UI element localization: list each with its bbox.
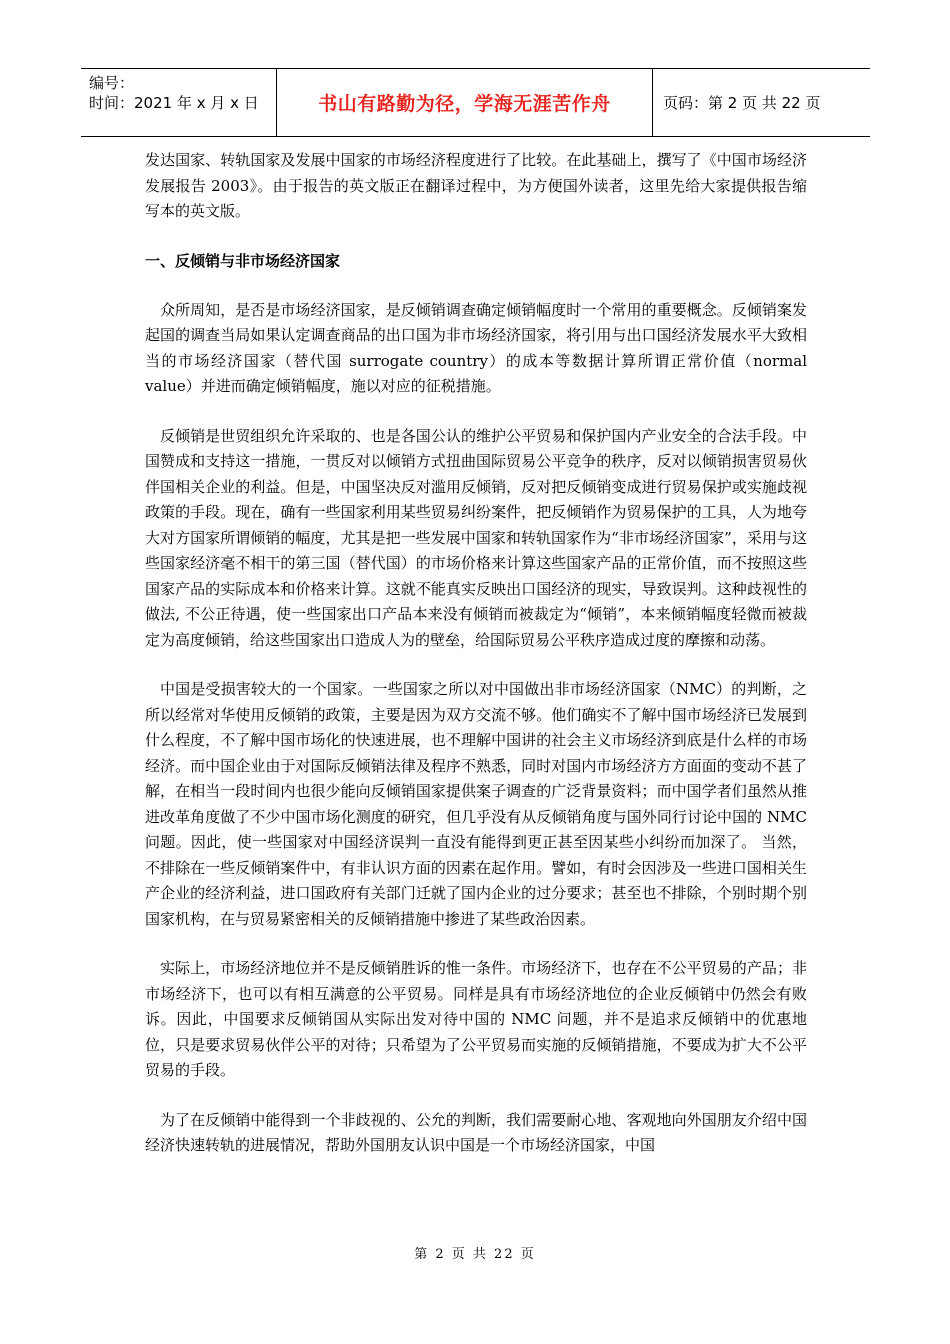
page-footer: 第 2 页 共 22 页 bbox=[414, 1247, 536, 1262]
document-body bbox=[145, 148, 807, 1183]
page-header bbox=[81, 68, 870, 137]
number-label: 编号： bbox=[89, 74, 135, 92]
paragraph-6: 为了在反倾销中能得到一个非歧视的、公允的判断，我们需要耐心地、客观地向外国朋友介绍中国经济快速转轨的进展情况，帮助外国朋友认识中国是一个市场经济国家，中国 bbox=[145, 1110, 807, 1154]
header-motto: 书山有路勤为径，学海无涯苦作舟 bbox=[277, 69, 653, 136]
time-label: 时间：2021 年 x 月 x 日 bbox=[89, 94, 259, 112]
header-meta bbox=[81, 69, 277, 136]
paragraph-3: 反倾销是世贸组织允许采取的、也是各国公认的维护公平贸易和保护国内产业安全的合法手段。中国赞成和支持这一措施，一贯反对以倾销方式扭曲国际贸易公平竞争的秩序，反对以倾销损害贸易伙伴国相关企业的利益。但是，中国坚决反对滥用反倾销，反对把反倾销变成进行贸易保护或实施歧视政策的手段。现在，确有一些国家利用某些贸易纠纷案件，把反倾销作为贸易保护的工具，人为地夸大对方国家所谓倾销的幅度，尤其是把一些发展中国家和转轨国家作为“非市场经济国家”，采用与这些国家经济毫不相干的第三国（替代国）的市场价格来计算这些国家产品的正常价值，而不按照这些国家产品的实际成本和价格来计算。这就不能真实反映出口国经济的现实，导致误判。这种歧视性的做法, 不公正待遇，使一些国家出口产品本来没有倾销而被裁定为“倾销”，本来倾销幅度轻微而被裁定为高度倾销，给这些国家出口造成人为的壁垒，给国际贸易公平秩序造成过度的摩擦和动荡。 bbox=[145, 426, 807, 649]
paragraph-2: 众所周知，是否是市场经济国家，是反倾销调查确定倾销幅度时一个常用的重要概念。反倾销案发起国的调查当局如果认定调查商品的出口国为非市场经济国家，将引用与出口国经济发展水平大致相当的市场经济国家（替代国 surrogate country）的成本等数据计算所谓正常价值（normal value）并进而确定倾销幅度，施以对应的征税措施。 bbox=[145, 300, 807, 395]
paragraph-5: 实际上，市场经济地位并不是反倾销胜诉的惟一条件。市场经济下，也存在不公平贸易的产品；非市场经济下，也可以有相互满意的公平贸易。同样是具有市场经济地位的企业反倾销中仍然会有败诉。因此，中国要求反倾销国从实际出发对待中国的 NMC 问题，并不是追求反倾销中的优惠地位，只是要求贸易伙伴公平的对待；只希望为了公平贸易而实施的反倾销措施，不要成为扩大不公平贸易的手段。 bbox=[145, 959, 807, 1079]
paragraph-1: 发达国家、转轨国家及发展中国家的市场经济程度进行了比较。在此基础上，撰写了《中国市场经济发展报告 2003》。由于报告的英文版正在翻译过程中，为方便国外读者，这里先给大家提供报告缩写本的英文版。 bbox=[145, 151, 807, 220]
paragraph-4: 中国是受损害较大的一个国家。一些国家之所以对中国做出非市场经济国家（NMC）的判断，之所以经常对华使用反倾销的政策，主要是因为双方交流不够。他们确实不了解中国市场经济已发展到什么程度，不了解中国市场化的快速进展，也不理解中国讲的社会主义市场经济到底是什么样的市场经济。而中国企业由于对国际反倾销法律及程序不熟悉，同时对国内市场经济方方面面的变动不甚了解，在相当一段时间内也很少能向反倾销国家提供案子调查的广泛背景资料；而中国学者们虽然从推进改革角度做了不少中国市场化测度的研究，但几乎没有从反倾销角度与国外同行讨论中国的 NMC 问题。因此，使一些国家对中国经济误判一直没有能得到更正甚至因某些小纠纷而加深了。 当然，不排除在一些反倾销案件中，有非认识方面的因素在起作用。譬如，有时会因涉及一些进口国相关生产企业的经济利益，进口国政府有关部门迁就了国内企业的过分要求；甚至也不排除，个别时期个别国家机构，在与贸易紧密相关的反倾销措施中掺进了某些政治因素。 bbox=[145, 680, 807, 928]
section-heading: 一、反倾销与非市场经济国家 bbox=[145, 251, 341, 270]
header-page-info: 页码：第 2 页 共 22 页 bbox=[663, 94, 821, 112]
